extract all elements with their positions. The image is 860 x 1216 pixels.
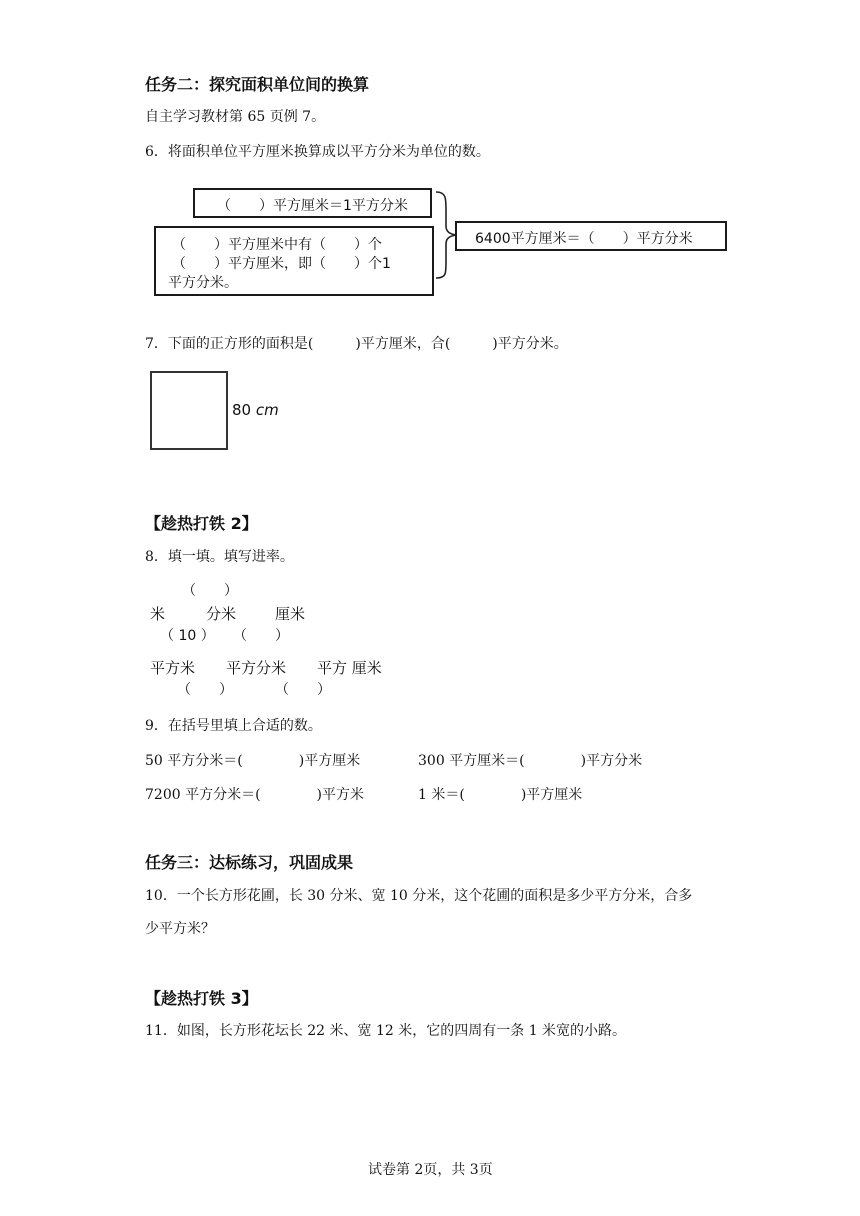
q9-item-2: 300 平方厘米＝( )平方分米 — [418, 753, 643, 769]
question-10-line2: 少平方米？ — [145, 921, 215, 937]
conversion-box-2-line2: （ ）平方厘米，即（ ）个1 — [172, 256, 391, 272]
conversion-box-2-line1: （ ）平方厘米中有（ ）个 — [172, 237, 382, 253]
practice3-heading: 【趁热打铁 3】 — [145, 989, 258, 1008]
unit-square-centimeter: 平方 厘米 — [317, 659, 382, 677]
q9-item-1: 50 平方分米＝( )平方厘米 — [145, 753, 361, 769]
rate-sqm-sqdm: （ ） — [177, 682, 233, 698]
page-footer: 试卷第 2页，共 3页 — [368, 1162, 493, 1178]
conversion-box-3-text: 6400平方厘米＝（ ）平方分米 — [475, 231, 693, 247]
conversion-box-1-text: （ ）平方厘米＝1平方分米 — [217, 198, 408, 214]
square-side-number: 80 — [232, 401, 252, 419]
unit-decimeter: 分米 — [206, 605, 237, 623]
question-9: 9．在括号里填上合适的数。 — [145, 718, 322, 734]
question-7: 7．下面的正方形的面积是( )平方厘米，合( )平方分米。 — [145, 336, 568, 352]
rate-meter-decimeter: （ 10 ） — [160, 628, 215, 644]
rate-top-paren: （ ） — [182, 583, 238, 599]
square-figure — [150, 371, 228, 450]
practice2-heading: 【趁热打铁 2】 — [145, 514, 258, 533]
question-10-line1: 10．一个长方形花圃，长 30 分米、宽 10 分米，这个花圃的面积是多少平方分米，合多 — [145, 888, 693, 904]
unit-centimeter: 厘米 — [275, 605, 306, 623]
q9-item-4: 1 米＝( )平方厘米 — [418, 787, 583, 803]
square-side-label — [232, 401, 279, 419]
conversion-box-3 — [455, 221, 727, 251]
question-8: 8．填一填。填写进率。 — [145, 549, 294, 565]
unit-square-meter: 平方米 — [150, 659, 196, 677]
unit-meter: 米 — [150, 605, 166, 623]
rate-decimeter-centimeter: （ ） — [233, 628, 289, 644]
task2-heading: 任务二：探究面积单位间的换算 — [145, 75, 370, 94]
q9-item-3: 7200 平方分米＝( )平方米 — [145, 787, 365, 803]
conversion-box-2-line3: 平方分米。 — [168, 275, 238, 291]
conversion-box-1 — [193, 188, 432, 218]
question-11: 11．如图，长方形花坛长 22 米、宽 12 米，它的四周有一条 1 米宽的小路。 — [145, 1023, 627, 1039]
conversion-box-2 — [154, 226, 434, 296]
task3-heading: 任务三：达标练习，巩固成果 — [145, 853, 354, 872]
rate-sqdm-sqcm: （ ） — [275, 682, 331, 698]
question-6: 6．将面积单位平方厘米换算成以平方分米为单位的数。 — [145, 144, 490, 160]
task2-intro: 自主学习教材第 65 页例 7。 — [145, 109, 326, 125]
square-side-unit: cm — [255, 401, 279, 419]
unit-square-decimeter: 平方分米 — [226, 659, 287, 677]
